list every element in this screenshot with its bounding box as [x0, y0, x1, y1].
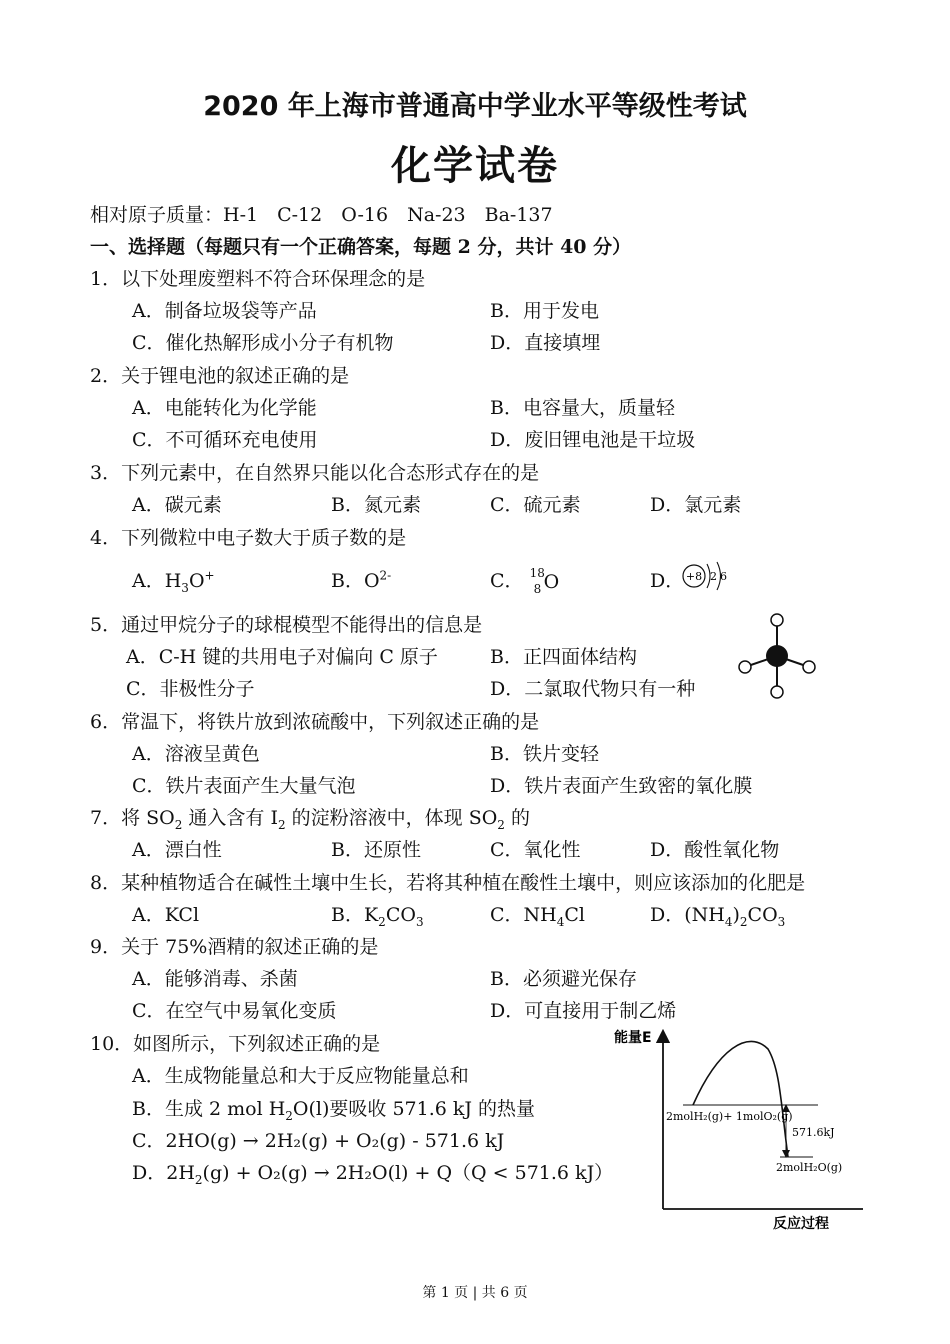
option-10a: A．生成物能量总和大于反应物能量总和	[132, 1065, 469, 1087]
option-2c: C．不可循环充电使用	[132, 429, 318, 451]
section-heading: 一、选择题（每题只有一个正确答案，每题 2 分，共计 40 分）	[90, 236, 632, 258]
option-1d: D．直接填埋	[490, 332, 601, 354]
option-9a: A．能够消毒、杀菌	[132, 968, 298, 990]
option-6c: C．铁片表面产生大量气泡	[132, 775, 356, 797]
option-7c: C．氧化性	[490, 839, 581, 861]
reactant-label: 2molH₂(g)+ 1molO₂(g)	[666, 1110, 793, 1123]
isotope-notation: 18 8 O	[529, 566, 560, 596]
option-4d: D．	[650, 570, 685, 592]
option-8b: B．$K_2CO_3$	[331, 904, 424, 929]
option-7a: A．漂白性	[132, 839, 222, 861]
question-4-stem: 4．下列微粒中电子数大于质子数的是	[90, 527, 407, 549]
option-4a: A．$H_3O^+$	[132, 568, 215, 595]
product-label: 2molH₂O(g)	[776, 1161, 843, 1174]
question-7-stem: 7．将 $SO_2$ 通入含有 $I_2$ 的淀粉溶液中，体现 $SO_2$ 的	[90, 807, 530, 832]
y-axis-label: 能量E	[614, 1030, 652, 1046]
option-2b: B．电容量大，质量轻	[490, 397, 675, 419]
option-7b: B．还原性	[331, 839, 421, 861]
option-4c: C． 18 8 O	[490, 566, 560, 596]
question-5-stem: 5．通过甲烷分子的球棍模型不能得出的信息是	[90, 614, 483, 636]
option-10d: D．$2H_2(g) + O_2(g) \to 2H_2O(l) + Q(Q < 571.6$ kJ）	[132, 1162, 614, 1187]
option-9c: C．在空气中易氧化变质	[132, 1000, 337, 1022]
option-4b: B．$O^{2-}$	[331, 568, 392, 592]
x-axis-label: 反应过程	[773, 1216, 829, 1232]
delta-label: 571.6kJ	[792, 1126, 835, 1139]
svg-text:+8: +8	[685, 570, 703, 583]
option-1c: C．催化热解形成小分子有机物	[132, 332, 394, 354]
option-5a: A．C-H 键的共用电子对偏向 C 原子	[126, 646, 438, 668]
option-5d: D．二氯取代物只有一种	[490, 678, 696, 700]
option-6d: D．铁片表面产生致密的氧化膜	[490, 775, 753, 797]
option-3c: C．硫元素	[490, 494, 581, 516]
option-2a: A．电能转化为化学能	[132, 397, 317, 419]
option-8a: A．KCl	[132, 904, 200, 926]
question-1-stem: 1．以下处理废塑料不符合环保理念的是	[90, 268, 426, 290]
methane-ball-stick-model-icon	[735, 610, 819, 702]
option-2d: D．废旧锂电池是干垃圾	[490, 429, 696, 451]
exam-subtitle: 化学试卷	[391, 143, 559, 189]
oxygen-atom-structure-icon	[680, 558, 732, 594]
question-3-stem: 3．下列元素中，在自然界只能以化合态形式存在的是	[90, 462, 540, 484]
question-10-stem: 10．如图所示，下列叙述正确的是	[90, 1033, 381, 1055]
option-8c: C．$NH_4Cl$	[490, 904, 585, 929]
question-8-stem: 8．某种植物适合在碱性土壤中生长，若将其种植在酸性土壤中，则应该添加的化肥是	[90, 872, 806, 894]
option-7d: D．酸性氧化物	[650, 839, 780, 861]
option-3d: D．氯元素	[650, 494, 742, 516]
option-6a: A．溶液呈黄色	[132, 743, 260, 765]
option-9b: B．必须避光保存	[490, 968, 637, 990]
option-5c: C．非极性分子	[126, 678, 255, 700]
svg-text:6: 6	[720, 570, 727, 583]
reaction-curve	[693, 1041, 788, 1157]
option-6b: B．铁片变轻	[490, 743, 599, 765]
question-6-stem: 6．常温下，将铁片放到浓硫酸中，下列叙述正确的是	[90, 711, 540, 733]
question-2-stem: 2．关于锂电池的叙述正确的是	[90, 365, 350, 387]
exam-title: 2020 年上海市普通高中学业水平等级性考试	[203, 91, 747, 122]
option-3b: B．氮元素	[331, 494, 421, 516]
option-8d: D．$(NH_4)_2CO_3$	[650, 904, 786, 929]
energy-diagram	[608, 1024, 878, 1234]
option-3a: A．碳元素	[132, 494, 222, 516]
question-9-stem: 9．关于 75%酒精的叙述正确的是	[90, 936, 379, 958]
option-10c: C．2HO(g) → 2H₂(g) + O₂(g) - 571.6 kJ	[132, 1130, 505, 1152]
svg-text:2: 2	[710, 570, 717, 583]
option-5b: B．正四面体结构	[490, 646, 637, 668]
page-footer: 第 1 页 | 共 6 页	[422, 1285, 528, 1301]
option-1a: A．制备垃圾袋等产品	[132, 300, 317, 322]
option-9d: D．可直接用于制乙烯	[490, 1000, 677, 1022]
option-10b: B．生成 2 mol $H_2O(l)$要吸收 571.6 kJ 的热量	[132, 1098, 536, 1123]
option-1b: B．用于发电	[490, 300, 599, 322]
atomic-masses: 相对原子质量：H-1 C-12 O-16 Na-23 Ba-137	[90, 204, 553, 226]
